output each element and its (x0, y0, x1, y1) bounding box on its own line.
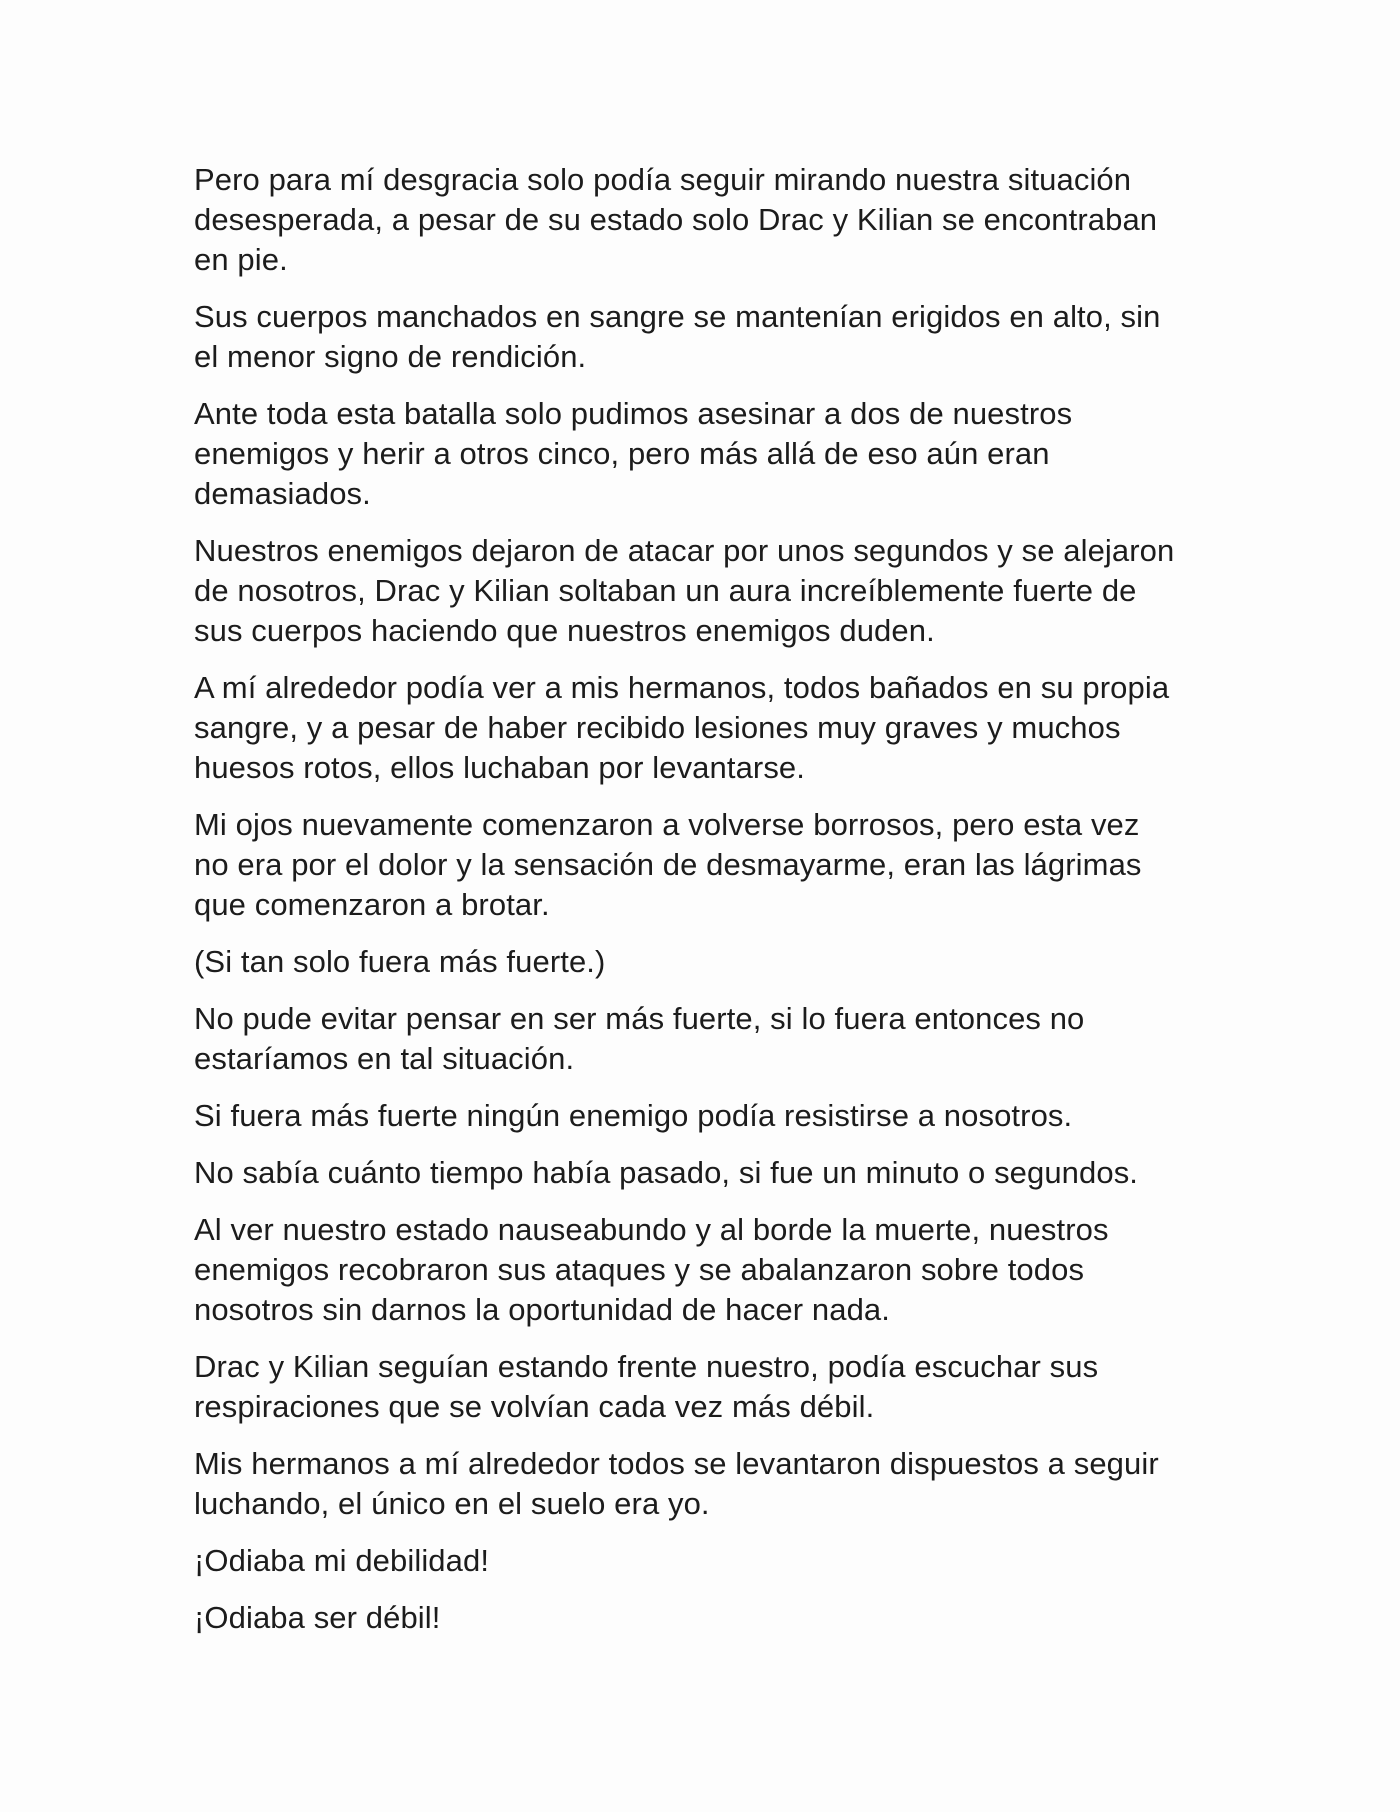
paragraph: ¡Odiaba mi debilidad! (194, 1543, 490, 1578)
paragraph: No sabía cuánto tiempo había pasado, si fue un minuto o segundos. (194, 1155, 1139, 1190)
paragraph: Sus cuerpos manchados en sangre se mantenían erigidos en alto, sin el menor signo de rendición. (194, 299, 1161, 374)
paragraph: No pude evitar pensar en ser más fuerte, si lo fuera entonces no estaríamos en tal situación. (194, 1001, 1085, 1076)
paragraph: ¡Odiaba ser débil! (194, 1600, 441, 1635)
paragraph: A mí alrededor podía ver a mis hermanos, todos bañados en su propia sangre, y a pesar de haber recibido lesiones muy graves y muchos huesos rotos, ellos luchaban por levantarse. (194, 670, 1170, 785)
paragraph: Drac y Kilian seguían estando frente nuestro, podía escuchar sus respiraciones que se volvían cada vez más débil. (194, 1349, 1099, 1424)
paragraph: (Si tan solo fuera más fuerte.) (194, 944, 606, 979)
paragraph: Ante toda esta batalla solo pudimos asesinar a dos de nuestros enemigos y herir a otros cinco, pero más allá de eso aún eran demasiados. (194, 396, 1073, 511)
document-body (194, 160, 1224, 1655)
paragraph: Si fuera más fuerte ningún enemigo podía resistirse a nosotros. (194, 1098, 1073, 1133)
paragraph: Mis hermanos a mí alrededor todos se levantaron dispuestos a seguir luchando, el único en el suelo era yo. (194, 1446, 1159, 1521)
paragraph: Mi ojos nuevamente comenzaron a volverse borrosos, pero esta vez no era por el dolor y la sensación de desmayarme, eran las lágrimas que comenzaron a brotar. (194, 807, 1142, 922)
paragraph: Al ver nuestro estado nauseabundo y al borde la muerte, nuestros enemigos recobraron sus ataques y se abalanzaron sobre todos nosotros sin darnos la oportunidad de hacer nada. (194, 1212, 1109, 1327)
paragraph: Nuestros enemigos dejaron de atacar por unos segundos y se alejaron de nosotros, Drac y Kilian soltaban un aura increíblemente fuerte de sus cuerpos haciendo que nuestros enemigos duden. (194, 533, 1175, 648)
paragraph: Pero para mí desgracia solo podía seguir mirando nuestra situación desesperada, a pesar de su estado solo Drac y Kilian se encontraban en pie. (194, 162, 1158, 277)
